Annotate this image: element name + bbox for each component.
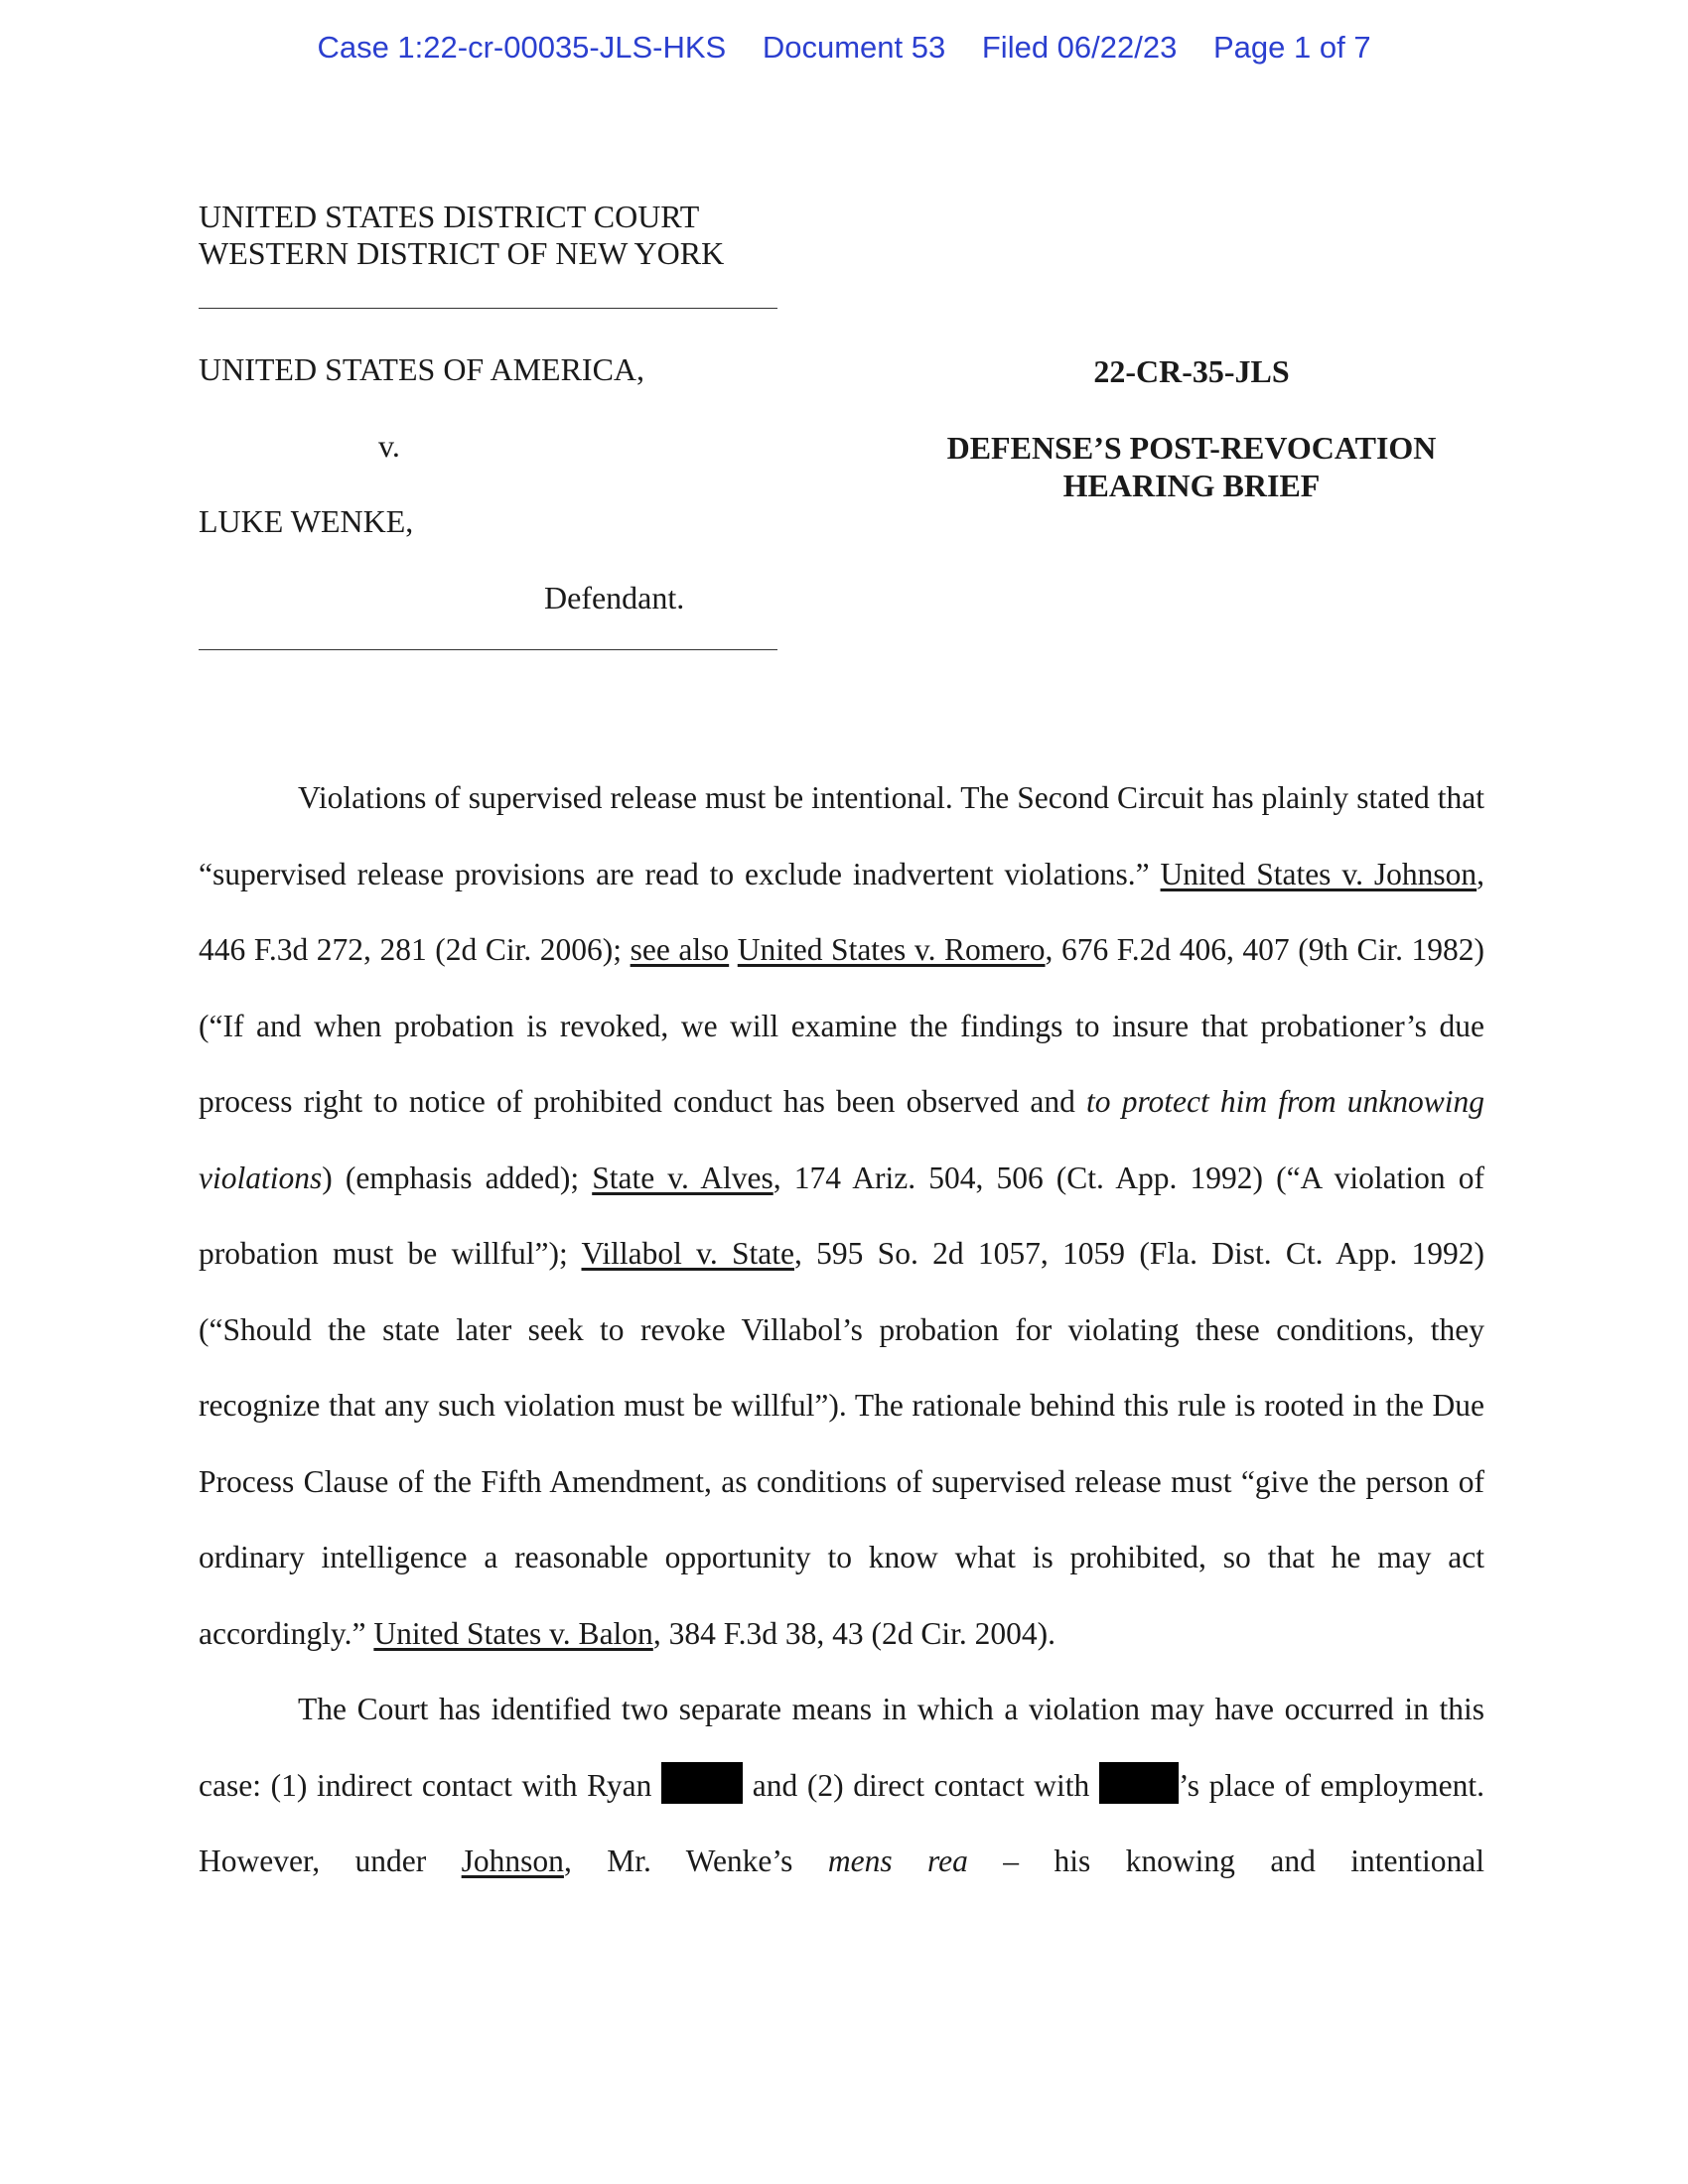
term-mens-rea: mens rea [827, 1843, 968, 1878]
case-number: 22-CR-35-JLS [1093, 353, 1290, 389]
citation-romero: United States v. Romero [737, 932, 1046, 967]
stamp-document-number: Document 53 [762, 30, 946, 65]
caption-versus: v. [378, 428, 400, 464]
emphasized-quote: to protect him from unknowing violations [199, 1084, 1484, 1195]
citation-balon: United States v. Balon [373, 1615, 653, 1651]
redaction-box [1099, 1762, 1179, 1804]
caption-plaintiff: UNITED STATES OF AMERICA, [199, 351, 645, 387]
caption-defendant-label: Defendant. [544, 580, 685, 615]
court-district: WESTERN DISTRICT OF NEW YORK [199, 235, 725, 271]
signal-see-also: see also [630, 932, 730, 967]
citation-villabol: Villabol v. State [581, 1236, 794, 1271]
caption-rule-top [199, 308, 777, 309]
paragraph-2: The Court has identified two separate means in which a violation may have occurred in this case: (1) indirect contact with Ryan and (2) direct contact with ’s place of employment. However, under Johnson, Mr. Wenke’s mens rea – his knowing and intentional [199, 1692, 1485, 1878]
stamp-case-number: Case 1:22-cr-00035-JLS-HKS [317, 30, 727, 65]
citation-alves: State v. Alves [592, 1160, 774, 1195]
document-title [894, 429, 1489, 504]
brief-body [199, 760, 1484, 1900]
court-heading [199, 199, 724, 272]
document-title-line1: DEFENSE’S POST-REVOCATION [946, 430, 1437, 466]
stamp-page-number: Page 1 of 7 [1212, 30, 1371, 65]
citation-johnson-short: Johnson [461, 1843, 564, 1878]
paragraph-1: Violations of supervised release must be intentional. The Second Circuit has plainly stated that “supervised release provisions are read to exclude inadvertent violations.” United States v. Johnson, 446 F.3d 272, 281 (2d Cir. 2006); see also United States v. Romero, 676 F.2d 406, 407 (9th Cir. 1982) (“If and when probation is revoked, we will examine the findings to insure that probationer’s due process right to notice of prohibited conduct has been observed and to protect him from unknowing violations) (emphasis added); State v. Alves, 174 Ariz. 504, 506 (Ct. App. 1992) (“A violation of probation must be willful”); Villabol v. State, 595 So. 2d 1057, 1059 (Fla. Dist. Ct. App. 1992) (“Should the state later seek to revoke Villabol’s probation for violating these conditions, they recognize that any such violation must be willful”). The rationale behind this rule is rooted in the Due Process Clause of the Fifth Amendment, as conditions of supervised release must “give the person of ordinary intelligence a reasonable opportunity to know what is prohibited, so that he may act accordingly.” United States v. Balon, 384 F.3d 38, 43 (2d Cir. 2004). [199, 780, 1485, 1651]
citation-johnson: United States v. Johnson [1160, 856, 1477, 891]
ecf-header-stamp [0, 30, 1688, 66]
document-title-line2: HEARING BRIEF [1062, 468, 1321, 503]
court-name: UNITED STATES DISTRICT COURT [199, 199, 700, 234]
redaction-box [661, 1762, 743, 1804]
stamp-filed-date: Filed 06/22/23 [981, 30, 1178, 65]
caption-rule-bottom [199, 649, 777, 650]
caption-defendant-name: LUKE WENKE, [199, 503, 414, 539]
